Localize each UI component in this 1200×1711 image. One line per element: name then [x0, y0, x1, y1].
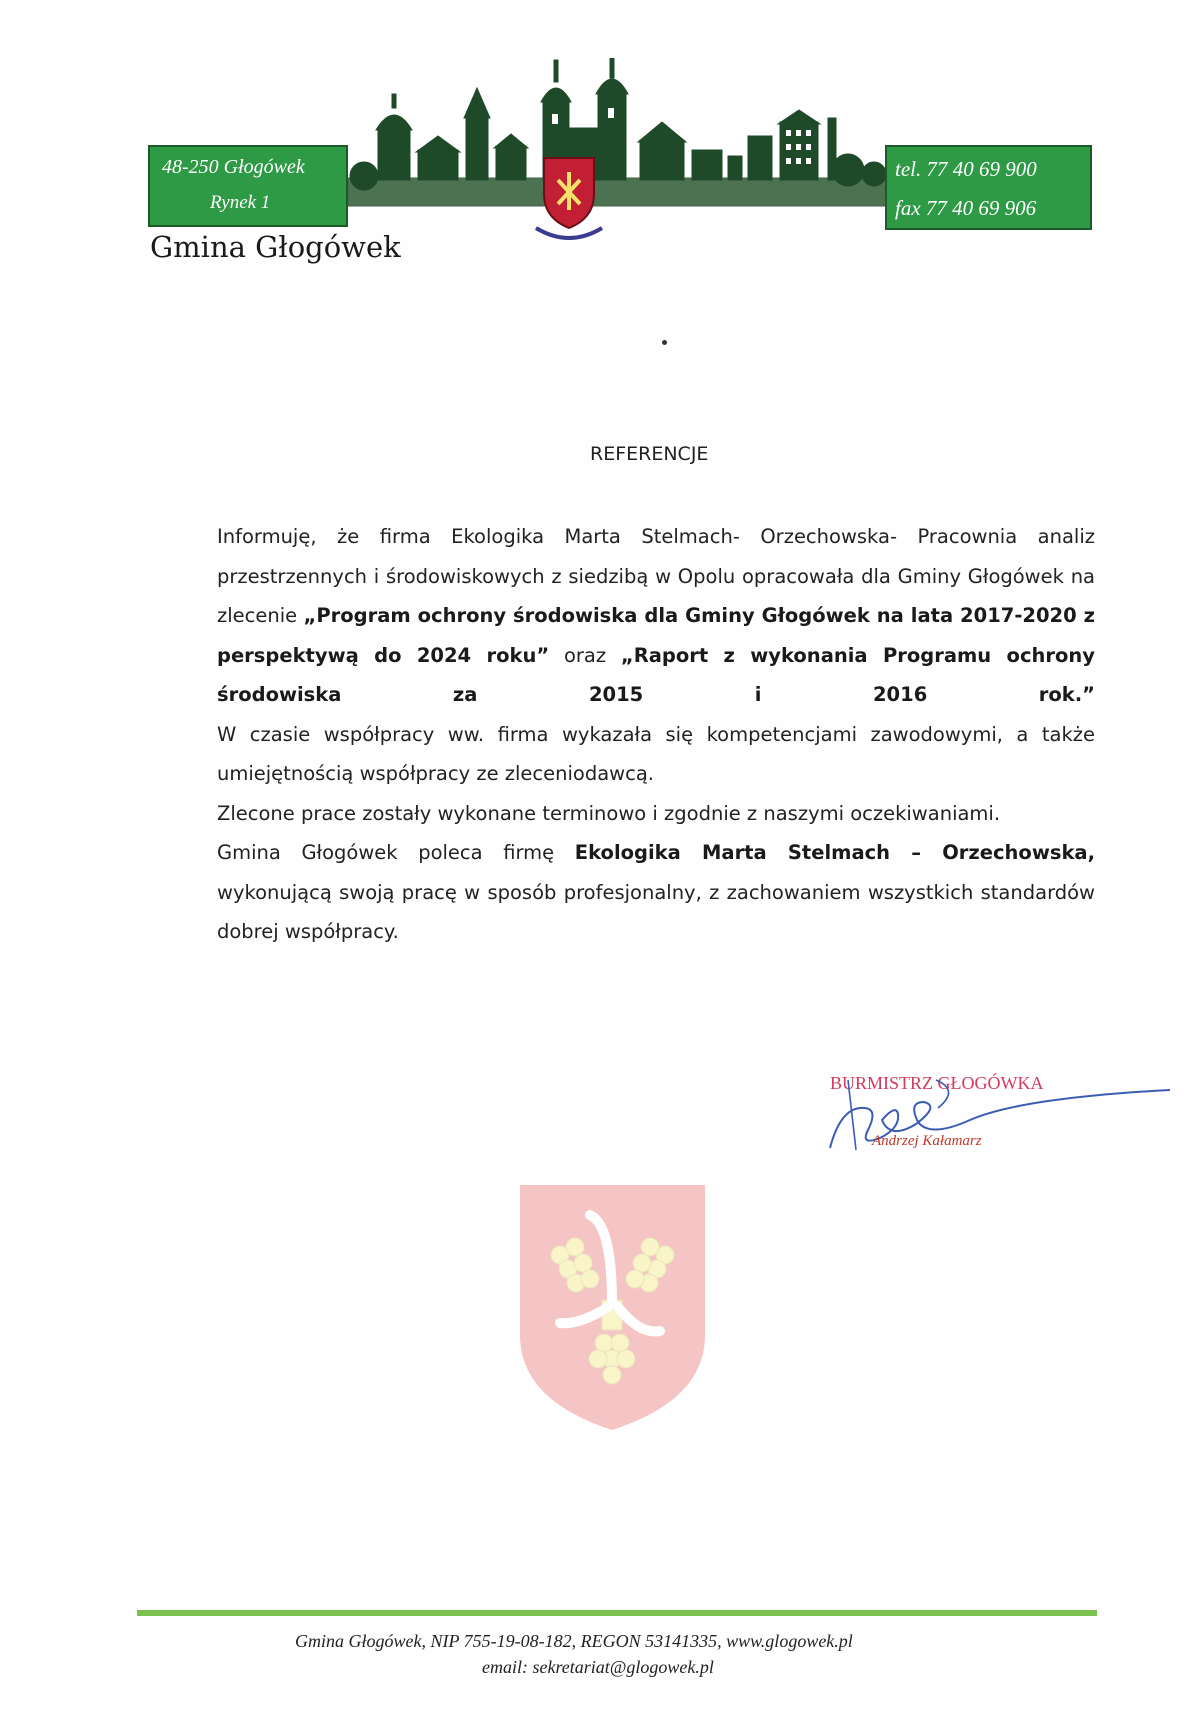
- address-line-2: Rynek 1: [210, 192, 271, 213]
- paragraph-1: [217, 517, 1095, 715]
- paragraph-4-before: Gmina Głogówek poleca firmę: [217, 841, 575, 864]
- footer-details: Gmina Głogówek, NIP 755-19-08-182, REGON 53141335, www.glogowek.pl: [295, 1631, 853, 1651]
- fax-number: fax 77 40 69 906: [895, 196, 1037, 220]
- paragraph-3: Zlecone prace zostały wykonane terminowo i zgodnie z naszymi oczekiwaniami.: [217, 801, 1001, 825]
- footer-rule: [137, 1610, 1097, 1616]
- program-title: „Program ochrony środowiska dla Gminy Głogówek na lata 2017-2020 z perspektywą do 2024 roku”: [217, 604, 1095, 667]
- footer-email: email: sekretariat@glogowek.pl: [482, 1657, 714, 1677]
- address-line-1: 48-250 Głogówek: [162, 156, 305, 178]
- mayor-stamp-title: BURMISTRZ GŁOGÓWKA: [830, 1073, 1044, 1093]
- company-name: Ekologika Marta Stelmach – Orzechowska,: [574, 841, 1095, 864]
- municipality-name: Gmina Głogówek: [150, 230, 401, 264]
- paragraph-4-after: wykonującą swoją pracę w sposób profesjonalny, z zachowaniem wszystkich standardów dobrej współpracy.: [217, 880, 1095, 943]
- paragraph-4: [217, 833, 1095, 952]
- mayor-name: Andrzej Kałamarz: [872, 1133, 982, 1149]
- letter-body: [217, 517, 1095, 952]
- paragraph-1-intro: Informuję, że firma Ekologika Marta Stelmach- Orzechowska- Pracownia analiz przestrzennych i środowiskowych z siedzibą w Opolu opracowała dla Gminy Głogówek na zlecenie: [217, 525, 1095, 627]
- paragraph-1-connector: oraz: [549, 643, 621, 667]
- town-skyline-illustration: [348, 58, 888, 258]
- coat-of-arms-watermark: [520, 1185, 705, 1430]
- paragraph-2: W czasie współpracy ww. firma wykazała się kompetencjami zawodowymi, a także umiejętnością współpracy ze zleceniodawcą.: [217, 722, 1095, 785]
- letter-heading: REFERENCJE: [590, 443, 709, 465]
- phone-number: tel. 77 40 69 900: [895, 157, 1037, 181]
- report-title: „Raport z wykonania Programu ochrony środowiska za 2015 i 2016 rok.”: [217, 643, 1095, 706]
- contact-box: [885, 145, 1092, 230]
- scan-speck: [662, 340, 667, 345]
- address-box: [148, 145, 348, 227]
